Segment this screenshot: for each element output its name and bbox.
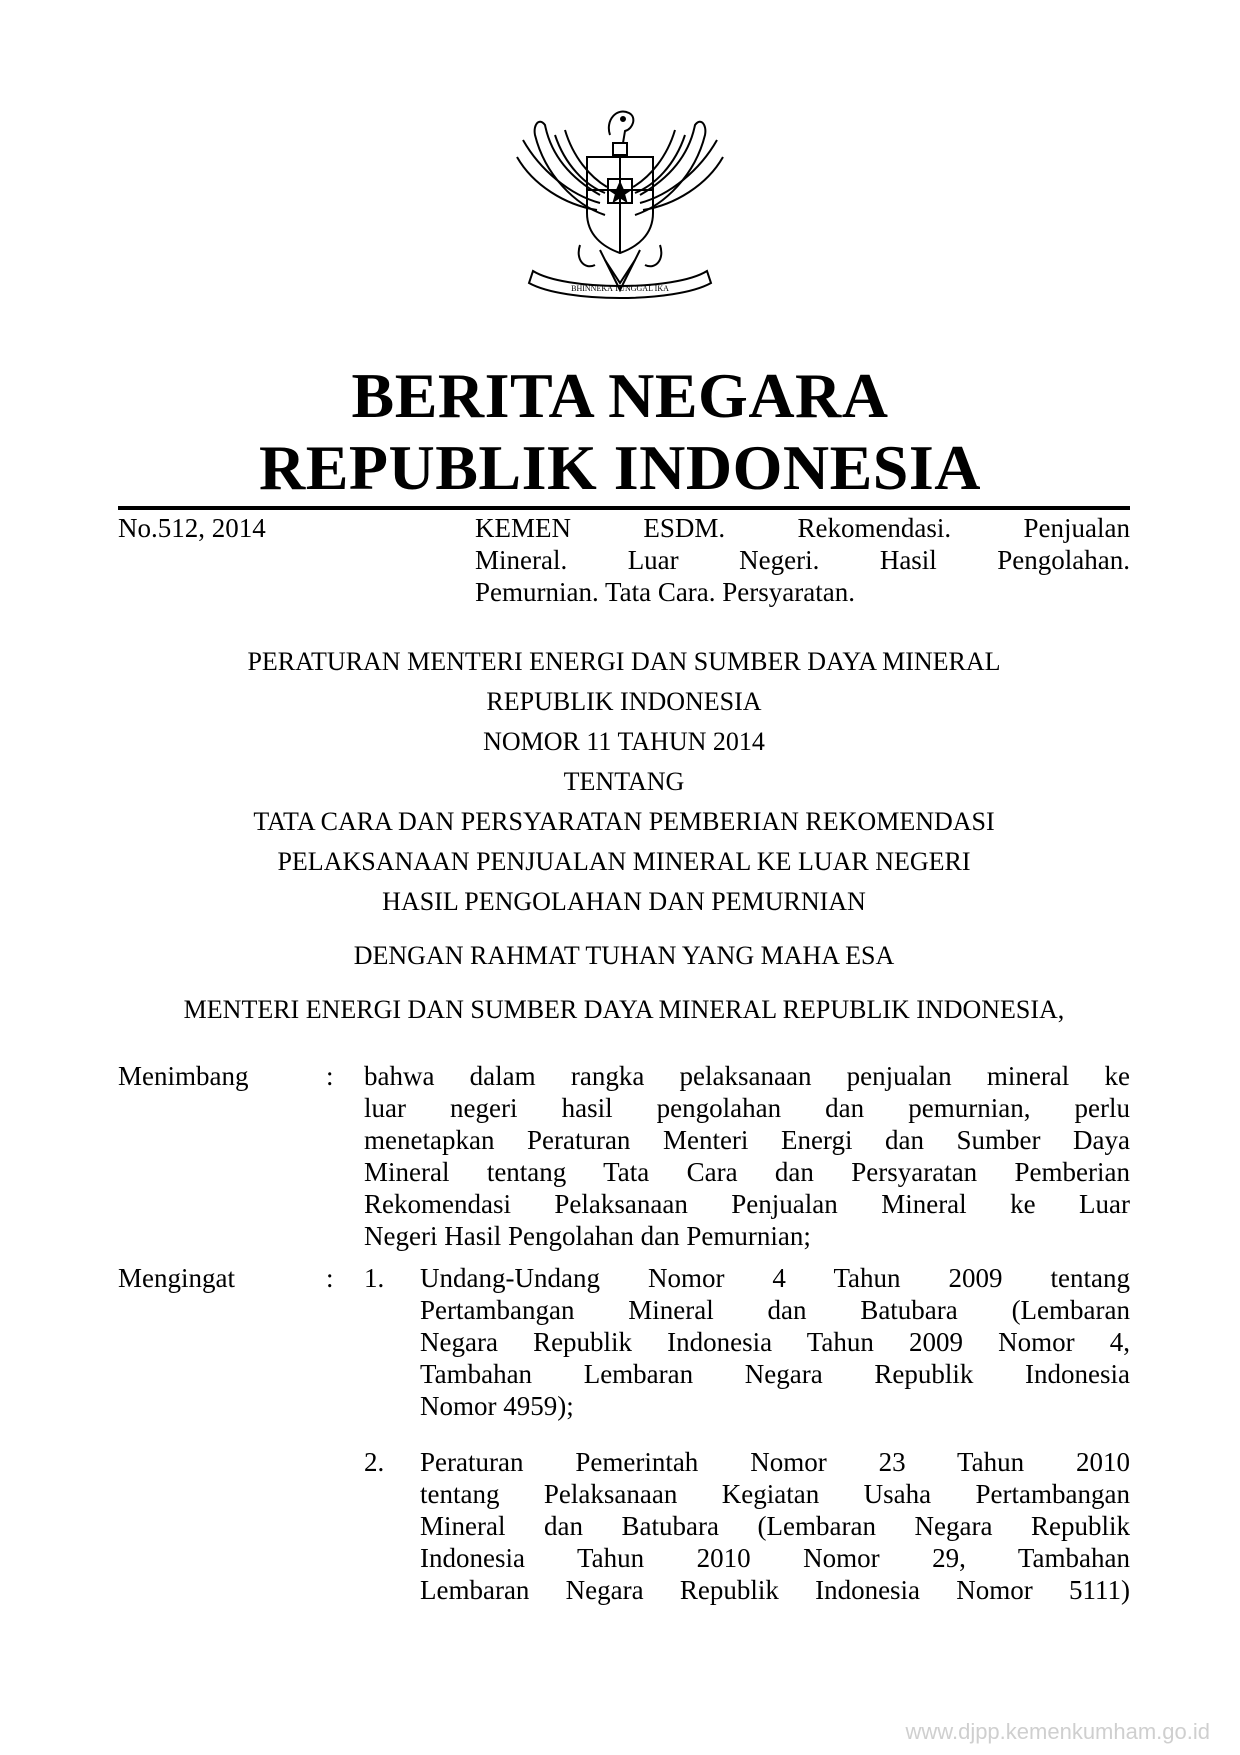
regulation-title-line: HASIL PENGOLAHAN DAN PEMURNIAN <box>382 887 866 916</box>
regulation-title-line: TATA CARA DAN PERSYARATAN PEMBERIAN REKOMENDASI <box>253 807 995 836</box>
subject-line: Mineral. Luar Negeri. Hasil Pengolahan. <box>475 545 1130 575</box>
menimbang-text <box>364 1060 1130 1252</box>
gazette-title: BERITA NEGARA <box>351 360 889 431</box>
gazette-number: No.512, 2014 <box>118 513 266 543</box>
mengingat-label: Mengingat <box>118 1263 235 1293</box>
list-item <box>420 1262 1130 1422</box>
text-line: Peraturan Pemerintah Nomor 23 Tahun 2010 <box>420 1447 1130 1477</box>
text-line: Lembaran Negara Republik Indonesia Nomor 5111) <box>420 1575 1130 1605</box>
text-line: Tambahan Lembaran Negara Republik Indonesia <box>420 1359 1130 1389</box>
spacer <box>118 976 1130 990</box>
colon: : <box>326 1061 334 1091</box>
text-line: Pertambangan Mineral dan Batubara (Lembaran <box>420 1295 1130 1325</box>
regulation-heading <box>118 642 1130 1030</box>
regulation-title-line: NOMOR 11 TAHUN 2014 <box>483 727 765 756</box>
menimbang-section <box>118 1060 1130 1260</box>
colon: : <box>326 1263 334 1293</box>
text-line: Negara Republik Indonesia Tahun 2009 Nomor 4, <box>420 1327 1130 1357</box>
subject-line: Pemurnian. Tata Cara. Persyaratan. <box>475 577 855 607</box>
subject-line: KEMEN ESDM. Rekomendasi. Penjualan <box>475 513 1130 543</box>
regulation-title-line: REPUBLIK INDONESIA <box>486 687 762 716</box>
text-line: Undang-Undang Nomor 4 Tahun 2009 tentang <box>420 1263 1130 1293</box>
invocation: DENGAN RAHMAT TUHAN YANG MAHA ESA <box>353 941 895 970</box>
watermark: www.djpp.kemenkumham.go.id <box>905 1719 1210 1744</box>
regulation-title-line: PERATURAN MENTERI ENERGI DAN SUMBER DAYA MINERAL <box>247 647 1001 676</box>
text-line: Mineral dan Batubara (Lembaran Negara Republik <box>420 1511 1130 1541</box>
text-line: luar negeri hasil pengolahan dan pemurnian, perlu <box>364 1093 1130 1123</box>
list-item <box>420 1446 1130 1606</box>
svg-text:BHINNEKA TUNGGAL IKA: BHINNEKA TUNGGAL IKA <box>571 284 669 293</box>
menimbang-label: Menimbang <box>118 1061 249 1091</box>
garuda-emblem-icon <box>505 95 735 315</box>
gazette-subject <box>475 512 1130 608</box>
text-line: Mineral tentang Tata Cara dan Persyaratan Pemberian <box>364 1157 1130 1187</box>
text-line: menetapkan Peraturan Menteri Energi dan Sumber Daya <box>364 1125 1130 1155</box>
text-line: Rekomendasi Pelaksanaan Penjualan Mineral ke Luar <box>364 1189 1130 1219</box>
text-line: tentang Pelaksanaan Kegiatan Usaha Pertambangan <box>420 1479 1130 1509</box>
text-line: Nomor 4959); <box>420 1391 574 1421</box>
header-divider <box>118 506 1130 510</box>
list-item-number: 1. <box>364 1263 385 1293</box>
regulation-title-line: TENTANG <box>563 767 685 796</box>
text-line: Negeri Hasil Pengolahan dan Pemurnian; <box>364 1221 811 1251</box>
list-item-number: 2. <box>364 1447 385 1477</box>
spacer <box>118 922 1130 936</box>
mengingat-section <box>118 1262 1130 1605</box>
gazette-subtitle: REPUBLIK INDONESIA <box>258 432 982 503</box>
regulation-title-line: PELAKSANAAN PENJUALAN MINERAL KE LUAR NEGERI <box>277 847 971 876</box>
issuer: MENTERI ENERGI DAN SUMBER DAYA MINERAL REPUBLIK INDONESIA, <box>183 995 1065 1024</box>
text-line: Indonesia Tahun 2010 Nomor 29, Tambahan <box>420 1543 1130 1573</box>
text-line: bahwa dalam rangka pelaksanaan penjualan mineral ke <box>364 1061 1130 1091</box>
